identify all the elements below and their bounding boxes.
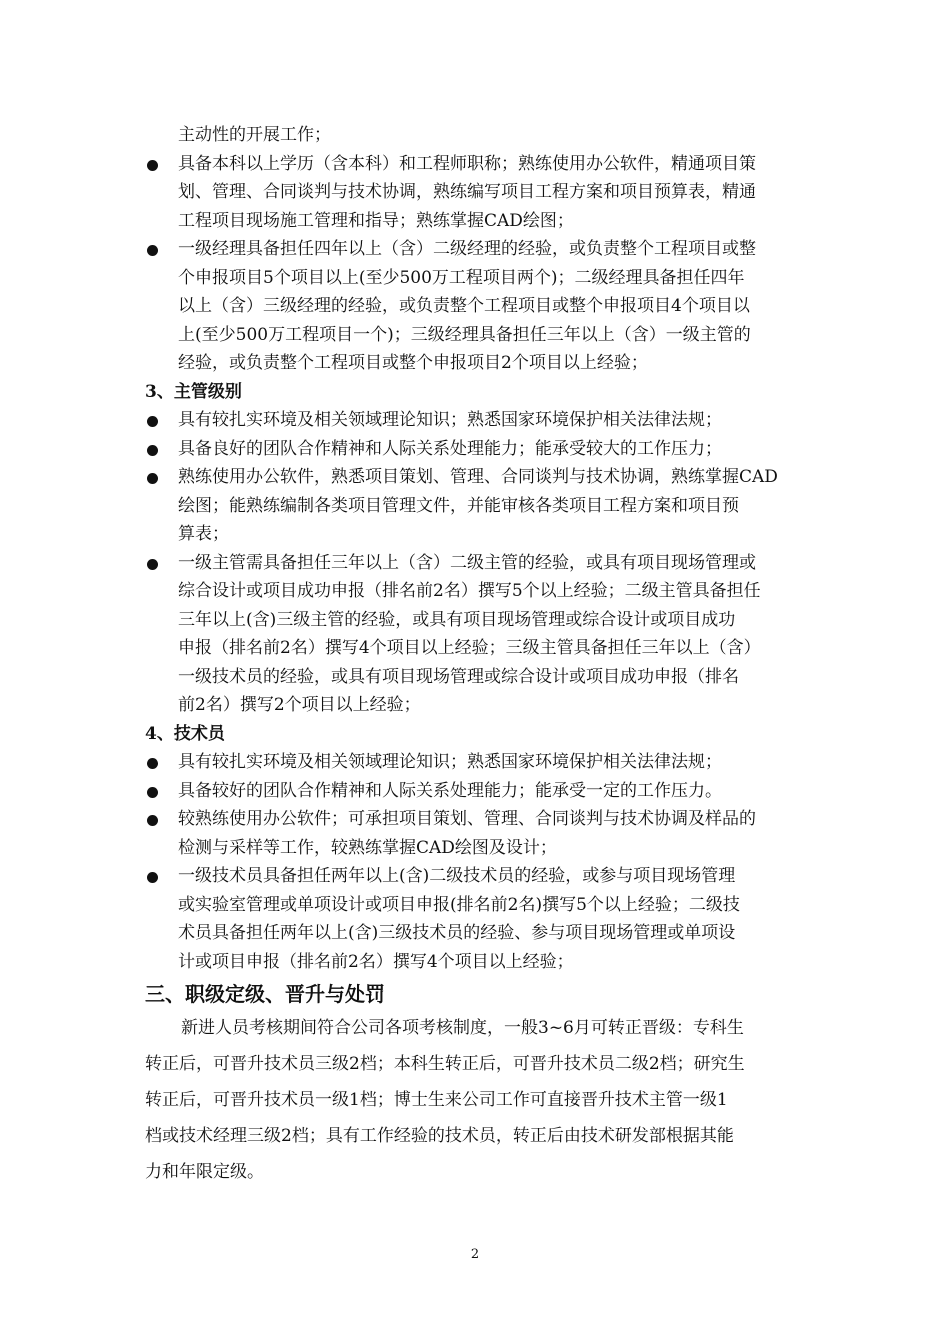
paragraph-line: 新进人员考核期间符合公司各项考核制度，一般3~6月可转正晋级：专科生 (181, 1018, 744, 1038)
bullet-item (145, 235, 810, 378)
bullet-dot-icon (147, 872, 158, 883)
continuation-line: 主动性的开展工作； (178, 125, 331, 145)
text-line: 绘图；能熟练编制各类项目管理文件，并能审核各类项目工程方案和项目预 (178, 495, 739, 516)
bullet-dot-icon (147, 445, 158, 456)
text-line: 一级经理具备担任四年以上（含）二级经理的经验，或负责整个工程项目或整 (178, 239, 756, 259)
bullet-item (145, 862, 810, 976)
text-line: 或实验室管理或单项设计或项目申报(排名前2名)撰写5个以上经验；二级技 (178, 894, 740, 915)
text-line: 检测与采样等工作，较熟练掌握CAD绘图及设计； (178, 837, 557, 858)
text-line: 前2名）撰写2个项目以上经验； (178, 695, 421, 715)
bullet-dot-icon (147, 559, 158, 570)
page-number: 2 (470, 1247, 480, 1262)
text-line: 综合设计或项目成功申报（排名前2名）撰写5个以上经验；二级主管具备担任 (178, 581, 761, 601)
manager-requirements (145, 121, 810, 1190)
text-line: 以上（含）三级经理的经验，或负责整个工程项目或整个申报项目4个项目以 (178, 296, 750, 316)
bullet-item (145, 777, 810, 806)
text-line: 个申报项目5个项目以上(至少500万工程项目两个)；二级经理具备担任四年 (178, 267, 745, 288)
section-paragraph (145, 1010, 810, 1190)
bullet-dot-icon (147, 758, 158, 769)
text-line: 具有较扎实环境及相关领域理论知识；熟悉国家环境保护相关法律法规； (178, 752, 722, 772)
bullet-item (145, 150, 810, 236)
text-line: 工程项目现场施工管理和指导；熟练掌握CAD绘图； (178, 210, 574, 231)
text-line: 计或项目申报（排名前2名）撰写4个项目以上经验； (178, 951, 574, 972)
bullet-dot-icon (147, 473, 158, 484)
heading-supervisor-level: 3、主管级别 (145, 381, 242, 402)
text-line: 具备良好的团队合作精神和人际关系处理能力；能承受较大的工作压力； (178, 438, 722, 459)
text-line: 三年以上(含)三级主管的经验，或具有项目现场管理或综合设计或项目成功 (178, 609, 736, 630)
text-line: 上(至少500万工程项目一个)；三级经理具备担任三年以上（含）一级主管的 (178, 324, 751, 345)
paragraph-line: 转正后，可晋升技术员三级2档；本科生转正后，可晋升技术员二级2档；研究生 (145, 1054, 745, 1074)
text-line: 具备本科以上学历（含本科）和工程师职称；熟练使用办公软件，精通项目策 (178, 153, 756, 174)
bullet-dot-icon (147, 416, 158, 427)
text-line: 具有较扎实环境及相关领域理论知识；熟悉国家环境保护相关法律法规； (178, 410, 722, 430)
bullet-dot-icon (147, 787, 158, 798)
bullet-dot-icon (147, 245, 158, 256)
bullet-dot-icon (147, 160, 158, 171)
text-line: 较熟练使用办公软件；可承担项目策划、管理、合同谈判与技术协调及样品的 (178, 809, 756, 829)
bullet-item (145, 748, 810, 777)
text-line: 经验，或负责整个工程项目或整个申报项目2个项目以上经验； (178, 353, 648, 373)
text-line: 一级技术员的经验，或具有项目现场管理或综合设计或项目成功申报（排名 (178, 666, 739, 687)
text-line: 一级技术员具备担任两年以上(含)二级技术员的经验，或参与项目现场管理 (178, 866, 736, 886)
text-line: 具备较好的团队合作精神和人际关系处理能力；能承受一定的工作压力。 (178, 780, 722, 801)
paragraph-line: 档或技术经理三级2档；具有工作经验的技术员，转正后由技术研发部根据其能 (145, 1126, 734, 1146)
text-line: 一级主管需具备担任三年以上（含）二级主管的经验，或具有项目现场管理或 (178, 552, 756, 573)
bullet-dot-icon (147, 815, 158, 826)
text-line: 术员具备担任两年以上(含)三级技术员的经验、参与项目现场管理或单项设 (178, 923, 736, 943)
text-line: 算表； (178, 524, 229, 544)
paragraph-line: 转正后，可晋升技术员一级1档；博士生来公司工作可直接晋升技术主管一级1 (145, 1090, 728, 1110)
text-line: 申报（排名前2名）撰写4个项目以上经验；三级主管具备担任三年以上（含） (178, 638, 761, 658)
bullet-item (145, 435, 810, 464)
text-line: 划、管理、合同谈判与技术协调，熟练编写项目工程方案和项目预算表，精通 (178, 182, 756, 202)
heading-technician: 4、技术员 (145, 723, 225, 744)
section-title: 三、职级定级、晋升与处罚 (145, 982, 385, 1006)
bullet-item (145, 463, 810, 549)
bullet-item (145, 805, 810, 862)
text-line: 熟练使用办公软件，熟悉项目策划、管理、合同谈判与技术协调，熟练掌握CAD (178, 467, 778, 487)
bullet-item (145, 406, 810, 435)
bullet-item (145, 549, 810, 720)
paragraph-line: 力和年限定级。 (145, 1162, 264, 1182)
